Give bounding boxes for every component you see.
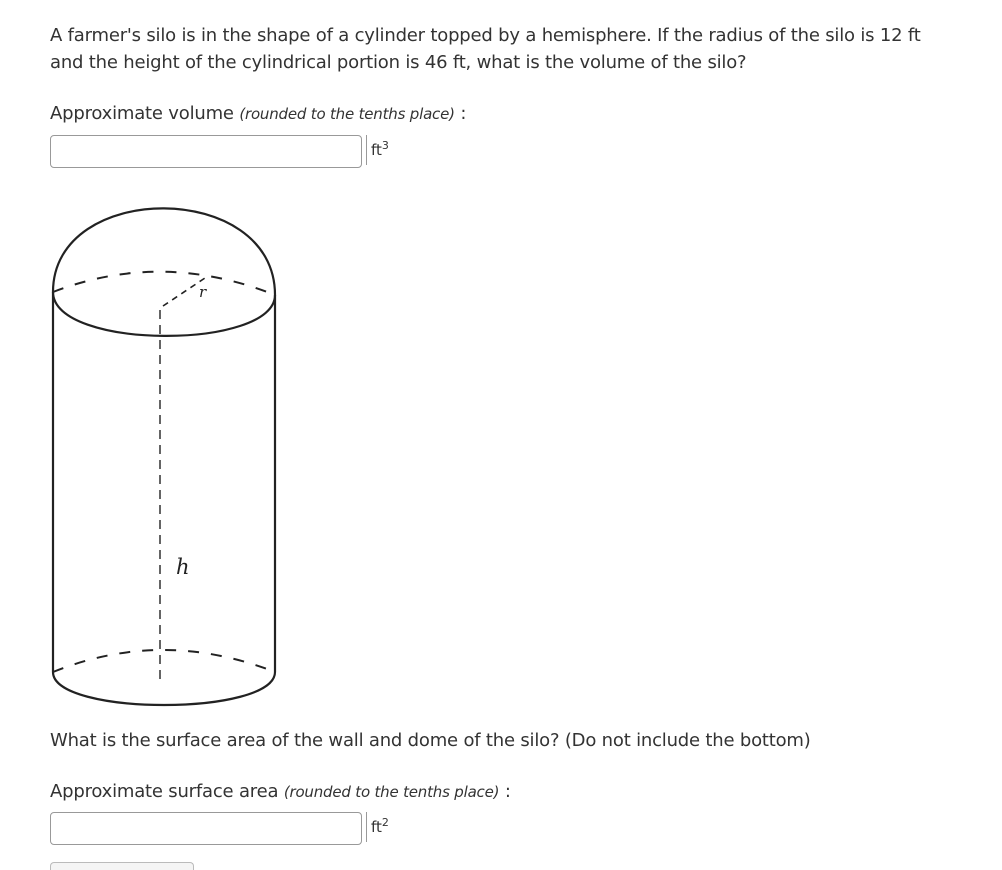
surface-area-unit <box>366 812 389 842</box>
bottom-ellipse-hidden-edge <box>53 650 275 672</box>
volume-label: Approximate volume <box>50 103 234 124</box>
submit-button-edge[interactable] <box>50 862 194 870</box>
top-ellipse-front-edge <box>53 292 275 336</box>
silo-figure <box>40 188 290 718</box>
surface-area-unit-base: ft <box>371 818 382 836</box>
question-surface-area-text: What is the surface area of the wall and dome of the silo? (Do not include the bottom) <box>50 730 811 751</box>
surface-area-label: Approximate surface area <box>50 781 279 802</box>
volume-unit-exponent: 3 <box>381 139 389 152</box>
surface-area-colon: : <box>504 781 511 802</box>
volume-prompt-label <box>50 103 466 125</box>
radius-label: r <box>199 283 207 301</box>
volume-hint: (rounded to the tenths place) <box>239 105 455 123</box>
volume-colon: : <box>460 103 467 124</box>
surface-area-prompt-label <box>50 781 511 803</box>
surface-area-unit-exponent: 2 <box>381 816 389 829</box>
surface-area-hint: (rounded to the tenths place) <box>283 783 500 801</box>
volume-unit <box>366 135 389 165</box>
surface-area-answer-input[interactable] <box>50 812 362 845</box>
bottom-ellipse-front-edge <box>53 672 275 705</box>
silo-dome-arc <box>53 208 275 295</box>
volume-unit-base: ft <box>371 141 382 159</box>
volume-answer-input[interactable] <box>50 135 362 168</box>
height-label: h <box>176 555 190 579</box>
top-ellipse-hidden-edge <box>53 272 275 295</box>
question-volume-text: A farmer's silo is in the shape of a cylinder topped by a hemisphere. If the radius of the silo is 12 ft and the height of the cylindrical portion is 46 ft, what is the volume of the silo? <box>50 25 921 73</box>
